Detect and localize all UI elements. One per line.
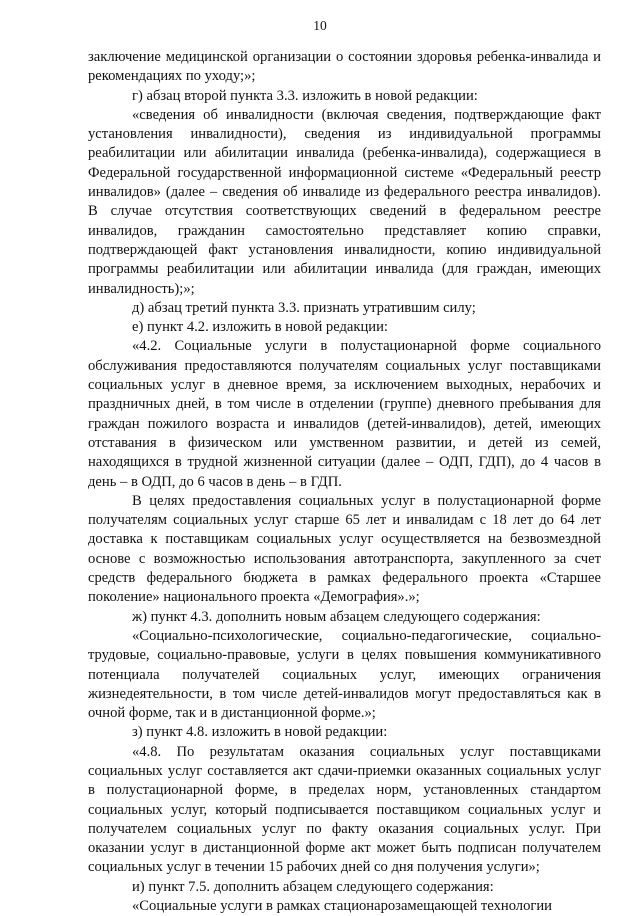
paragraph-item-i: и) пункт 7.5. дополнить абзацем следующего содержания: bbox=[132, 878, 494, 895]
paragraph-item-zh: ж) пункт 4.3. дополнить новым абзацем следующего содержания: bbox=[132, 608, 541, 625]
document-body bbox=[88, 48, 601, 916]
paragraph-quote-4-8: «4.8. По результатам оказания социальных услуг поставщиками социальных услуг составляется акт сдачи-приемки оказанных социальных услуг в полустационарной форме, в пределах норм, установленных стандартом социальных услуг, который подписывается поставщиком социальных услуг и получателем социальных услуг по факту оказания социальных услуг. При оказании услуг в дистанционной форме акт может быть подписан получателем социальных услуг в течении 15 рабочих дней со дня получения услуги»; bbox=[88, 743, 601, 876]
paragraph-transport: В целях предоставления социальных услуг в полустационарной форме получателям социальных услуг старше 65 лет и инвалидам с 18 лет до 64 лет доставка к поставщикам социальных услуг осуществляется на безвозмездной основе с возможностью использования автотранспорта, закупленного за счет средств федерального бюджета в рамках федерального проекта «Старшее поколение» национального проекта «Демография».»; bbox=[88, 492, 601, 606]
paragraph-continuation: заключение медицинской организации о состоянии здоровья ребенка-инвалида и рекомендациях по уходу;»; bbox=[88, 49, 601, 85]
paragraph-item-z: з) пункт 4.8. изложить в новой редакции: bbox=[132, 724, 388, 741]
paragraph-quote-inpatient-tech: «Социальные услуги в рамках стационарозамещающей технологии bbox=[132, 898, 552, 915]
paragraph-quote-disability-info: «сведения об инвалидности (включая сведения, подтверждающие факт установления инвалидности), сведения из индивидуальной программы реабилитации или абилитации инвалида (ребенка-инвалида), содержащиеся в Федеральной государственной информационной системе «Федеральный реестр инвалидов» (далее – сведения об инвалиде из федерального реестра инвалидов). В случае отсутствия соответствующих сведений в федеральном реестре инвалидов, гражданин самостоятельно представляет копию справки, подтверждающей факт установления инвалидности, копию индивидуальной программы реабилитации или абилитации инвалида (для граждан, имеющих инвалидность);»; bbox=[88, 106, 601, 297]
page-number: 10 bbox=[313, 18, 327, 33]
paragraph-item-d: д) абзац третий пункта 3.3. признать утратившим силу; bbox=[132, 299, 476, 316]
paragraph-quote-4-2: «4.2. Социальные услуги в полустационарной форме социального обслуживания предоставляются получателям социальных услуг поставщиками социальных услуг в дневное время, за исключением выходных, нерабочих и праздничных дней, в том числе в отделении (группе) дневного пребывания для граждан пожилого возраста и инвалидов (детей-инвалидов), детей, имеющих отставания в физическом или умственном развитии, и детей из семей, находящихся в трудной жизненной ситуации (далее – ОДП, ГДП), до 4 часов в день – в ОДП, до 6 часов в день – в ГДП. bbox=[88, 338, 601, 490]
paragraph-item-e: е) пункт 4.2. изложить в новой редакции: bbox=[132, 319, 388, 336]
paragraph-item-g: г) абзац второй пункта 3.3. изложить в новой редакции: bbox=[132, 87, 478, 104]
paragraph-quote-social-services: «Социально-психологические, социально-педагогические, социально-трудовые, социально-правовые, услуги в целях повышения коммуникативного потенциала получателей социальных услуг, имеющих ограничения жизнедеятельности, в том числе детей-инвалидов могут предоставляться как в очной форме, так и в дистанционной форме.»; bbox=[88, 627, 601, 722]
